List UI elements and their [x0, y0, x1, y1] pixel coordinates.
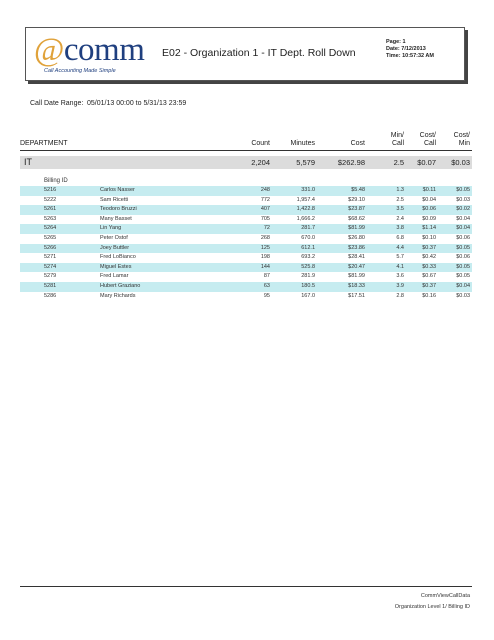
min-per-call-cell: 3.6	[396, 273, 404, 280]
call-count-cell: 705	[260, 215, 270, 222]
department-name: IT	[24, 157, 32, 167]
date-range-value: 05/01/13 00:00 to 5/31/13 23:59	[87, 100, 187, 107]
column-header-cost-per-min-line2: Min	[458, 140, 470, 147]
column-header-min-per-call-line1: Min/	[390, 132, 404, 139]
employee-name-cell: Carlos Nasser	[100, 187, 135, 193]
call-count-cell: 407	[260, 206, 270, 213]
call-minutes-cell: 180.5	[301, 283, 315, 289]
min-per-call-cell: 6.8	[396, 235, 404, 241]
column-header-cost-per-min	[442, 132, 470, 148]
billing-id-cell: 5266	[44, 244, 57, 251]
billing-id-cell: 5281	[44, 283, 57, 289]
cost-per-min-cell: $0.06	[456, 254, 470, 261]
column-header-cost-per-call	[410, 132, 436, 148]
column-header-minutes: Minutes	[290, 140, 315, 147]
table-row	[20, 196, 472, 206]
department-count: 2,204	[251, 158, 270, 167]
call-minutes-cell: 281.9	[301, 273, 315, 280]
column-header-min-per-call	[380, 132, 404, 148]
department-group-row	[20, 156, 472, 169]
table-row	[20, 234, 472, 244]
min-per-call-cell: 2.4	[396, 215, 404, 222]
cost-per-call-cell: $0.42	[422, 254, 436, 261]
cost-per-min-cell: $0.04	[456, 215, 470, 222]
call-minutes-cell: 525.8	[301, 263, 315, 270]
cost-per-call-cell: $0.06	[422, 206, 436, 213]
department-minutes: 5,579	[296, 158, 315, 167]
cost-per-call-cell: $0.11	[422, 187, 436, 193]
cost-per-min-cell: $0.03	[456, 196, 470, 203]
billing-id-cell: 5261	[44, 206, 57, 213]
column-header-cost-per-call-line2: Call	[423, 140, 436, 147]
cost-per-min-cell: $0.06	[456, 235, 470, 241]
table-row	[20, 215, 472, 225]
call-minutes-cell: 1,666.2	[296, 215, 315, 222]
call-cost-cell: $20.47	[348, 263, 365, 270]
logo-tagline: Call Accounting Made Simple	[44, 68, 116, 74]
call-count-cell: 125	[260, 244, 270, 251]
logo-wordmark: comm	[63, 32, 145, 68]
call-minutes-cell: 1,957.4	[296, 196, 315, 203]
employee-name-cell: Hubert Graziano	[100, 283, 141, 289]
billing-id-cell: 5271	[44, 254, 57, 261]
cost-per-min-cell: $0.04	[456, 283, 470, 289]
cost-per-call-cell: $0.04	[422, 196, 436, 203]
footer-source: CommViewCallData	[420, 593, 470, 599]
column-header-count: Count	[251, 140, 270, 147]
billing-id-cell: 5274	[44, 263, 57, 270]
call-minutes-cell: 331.0	[301, 187, 315, 193]
call-cost-cell: $23.87	[348, 206, 365, 213]
call-count-cell: 72	[263, 225, 270, 232]
table-row	[20, 244, 472, 254]
billing-id-cell: 5265	[44, 235, 57, 241]
table-row	[20, 282, 472, 292]
cost-per-min-cell: $0.05	[456, 273, 470, 280]
call-cost-cell: $17.51	[348, 292, 365, 299]
cost-per-min-cell: $0.02	[456, 206, 470, 213]
min-per-call-cell: 5.7	[396, 254, 404, 261]
employee-name-cell: Lin Yang	[100, 225, 122, 232]
billing-id-cell: 5222	[44, 196, 57, 203]
call-minutes-cell: 693.2	[301, 254, 315, 261]
cost-per-call-cell: $0.10	[422, 235, 436, 241]
min-per-call-cell: 2.5	[396, 196, 404, 203]
logo-at-symbol: @	[34, 32, 64, 68]
billing-id-cell: 5264	[44, 225, 57, 232]
min-per-call-cell: 2.8	[396, 292, 404, 299]
call-minutes-cell: 281.7	[301, 225, 315, 232]
table-row	[20, 205, 472, 215]
billing-id-cell: 5263	[44, 215, 57, 222]
cost-per-call-cell: $0.37	[422, 244, 436, 251]
call-cost-cell: $81.99	[348, 273, 365, 280]
column-header-cost: Cost	[350, 140, 365, 147]
employee-name-cell: Mary Richards	[100, 292, 136, 299]
cost-per-call-cell: $1.14	[422, 225, 436, 232]
cost-per-min-cell: $0.05	[456, 187, 470, 193]
call-cost-cell: $68.62	[348, 215, 365, 222]
cost-per-call-cell: $0.67	[422, 273, 436, 280]
call-count-cell: 772	[260, 196, 270, 203]
call-count-cell: 87	[263, 273, 270, 280]
min-per-call-cell: 4.1	[396, 263, 404, 270]
cost-per-call-cell: $0.16	[422, 292, 436, 299]
billing-id-subheader: Billing ID	[44, 178, 68, 184]
call-minutes-cell: 167.0	[301, 292, 315, 299]
column-header-cost-per-min-line1: Cost/	[453, 132, 470, 139]
employee-name-cell: Miguel Estes	[100, 263, 132, 270]
min-per-call-cell: 3.5	[396, 206, 404, 213]
call-count-cell: 268	[260, 235, 270, 241]
table-row	[20, 186, 472, 196]
cost-per-min-cell: $0.05	[456, 244, 470, 251]
call-cost-cell: $28.41	[348, 254, 365, 261]
call-cost-cell: $81.99	[348, 225, 365, 232]
employee-name-cell: Teodoro Bruzzi	[100, 206, 137, 213]
employee-name-cell: Peter Ostof	[100, 235, 128, 241]
call-cost-cell: $23.86	[348, 244, 365, 251]
table-row	[20, 272, 472, 282]
call-minutes-cell: 612.1	[301, 244, 315, 251]
employee-name-cell: Sam Ricetti	[100, 196, 129, 203]
call-count-cell: 248	[260, 187, 270, 193]
date-range-label: Call Date Range:	[30, 100, 84, 107]
report-date: Date: 7/12/2013	[386, 46, 426, 52]
department-min-per-call: 2.5	[393, 158, 404, 167]
table-row	[20, 253, 472, 263]
min-per-call-cell: 4.4	[396, 244, 404, 251]
call-count-cell: 198	[260, 254, 270, 261]
min-per-call-cell: 3.8	[396, 225, 404, 232]
billing-id-cell: 5216	[44, 187, 57, 193]
report-title: E02 - Organization 1 - IT Dept. Roll Down	[162, 47, 356, 59]
employee-name-cell: Fred LoBianco	[100, 254, 136, 261]
table-row	[20, 224, 472, 234]
report-time: Time: 10:57:32 AM	[386, 53, 434, 59]
call-cost-cell: $5.48	[351, 187, 365, 193]
column-header-min-per-call-line2: Call	[391, 140, 404, 147]
call-count-cell: 95	[263, 292, 270, 299]
department-cost-per-call: $0.07	[417, 158, 436, 167]
cost-per-min-cell: $0.04	[456, 225, 470, 232]
billing-id-cell: 5286	[44, 292, 57, 299]
cost-per-min-cell: $0.03	[456, 292, 470, 299]
call-minutes-cell: 670.0	[301, 235, 315, 241]
call-count-cell: 63	[263, 283, 270, 289]
footer-divider	[20, 586, 472, 587]
min-per-call-cell: 3.9	[396, 283, 404, 289]
employee-name-cell: Fred Lamar	[100, 273, 129, 280]
cost-per-min-cell: $0.05	[456, 263, 470, 270]
company-logo	[34, 32, 144, 78]
column-header-cost-per-call-line1: Cost/	[419, 132, 436, 139]
column-header-department: DEPARTMENT	[20, 140, 68, 147]
cost-per-call-cell: $0.33	[422, 263, 436, 270]
employee-name-cell: Joey Buttler	[100, 244, 130, 251]
billing-id-cell: 5279	[44, 273, 57, 280]
table-row	[20, 263, 472, 273]
report-header	[25, 27, 465, 81]
call-count-cell: 144	[260, 263, 270, 270]
call-cost-cell: $29.10	[348, 196, 365, 203]
min-per-call-cell: 1.3	[396, 187, 404, 193]
department-cost-per-min: $0.03	[451, 158, 470, 167]
header-divider	[20, 150, 472, 151]
report-meta	[386, 39, 434, 60]
cost-per-call-cell: $0.37	[422, 283, 436, 289]
footer-level: Organization Level 1/ Billing ID	[394, 604, 470, 610]
call-minutes-cell: 1,422.8	[296, 206, 315, 213]
call-cost-cell: $18.33	[348, 283, 365, 289]
employee-name-cell: Many Basset	[100, 215, 132, 222]
page-number: Page: 1	[386, 39, 406, 45]
call-cost-cell: $26.80	[348, 235, 365, 241]
table-row	[20, 292, 472, 302]
cost-per-call-cell: $0.09	[422, 215, 436, 222]
department-cost: $262.98	[337, 158, 365, 167]
